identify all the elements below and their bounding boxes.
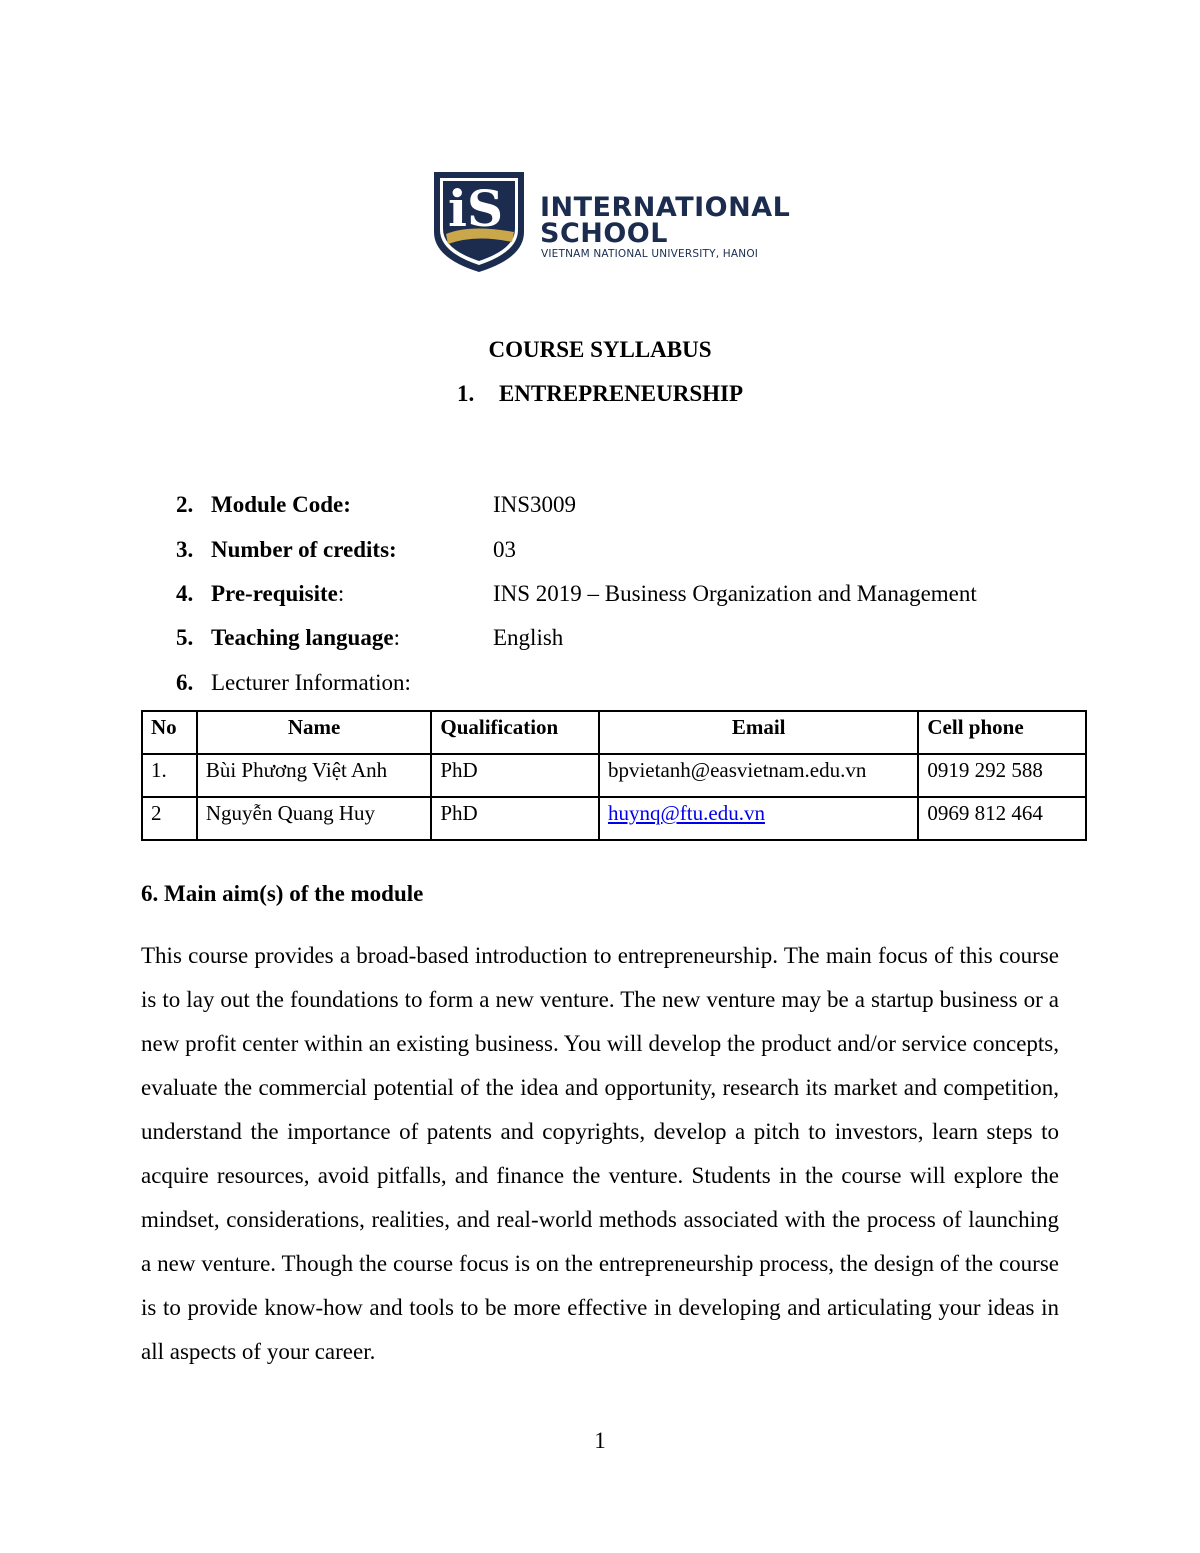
- section-body: This course provides a broad-based introduction to entrepreneurship. The main focus of this course is to lay out the foundations to form a new venture. The new venture may be a startup business or a new profit center within an existing business. You will develop the product and/or service concepts, evaluate the commercial potential of the idea and opportunity, research its market and competition, understand the importance of patents and copyrights, develop a pitch to investors, learn steps to acquire resources, avoid pitfalls, and finance the venture. Students in the course will explore the mindset, considerations, realities, and real-world methods associated with the process of launching a new venture. Though the course focus is on the entrepreneurship process, the design of the course is to provide know-how and tools to be more effective in developing and articulating your ideas in all aspects of your career.: [141, 943, 1059, 1364]
- document-title: COURSE SYLLABUS: [488, 337, 712, 362]
- table-row: [142, 754, 1086, 797]
- email-link[interactable]: huynq@ftu.edu.vn: [607, 801, 765, 825]
- cell-email: [599, 797, 918, 840]
- info-number: 4.: [176, 581, 194, 606]
- course-number: 1.: [456, 381, 475, 406]
- info-number: 3.: [176, 537, 194, 562]
- cell-qualification: PhD: [431, 797, 599, 840]
- info-label: Number of credits:: [211, 537, 397, 562]
- cell-name: Bùi Phương Việt Anh: [197, 754, 432, 797]
- lecturer-table: [141, 710, 1087, 841]
- cell-phone: 0969 812 464: [918, 797, 1086, 840]
- course-name: ENTREPRENEURSHIP: [498, 381, 744, 406]
- info-value: INS 2019 – Business Organization and Management: [493, 581, 977, 606]
- header-email: Email: [599, 711, 918, 754]
- info-value: English: [493, 625, 564, 650]
- shield-emblem-icon: [430, 168, 530, 276]
- cell-no: 1.: [142, 754, 197, 797]
- cell-email: bpvietanh@easvietnam.edu.vn: [599, 754, 918, 797]
- cell-phone: 0919 292 588: [918, 754, 1086, 797]
- svg-text:iS: iS: [448, 179, 504, 238]
- header-cell-phone: Cell phone: [918, 711, 1086, 754]
- info-number: 6.: [176, 670, 194, 695]
- cell-qualification: PhD: [431, 754, 599, 797]
- school-logo: [430, 168, 791, 276]
- cell-no: 2: [142, 797, 197, 840]
- table-row: [142, 797, 1086, 840]
- info-value: INS3009: [493, 492, 577, 517]
- info-number: 2.: [176, 492, 194, 517]
- header-qualification: Qualification: [431, 711, 599, 754]
- header-no: No: [142, 711, 197, 754]
- logo-text-university: VIETNAM NATIONAL UNIVERSITY, HANOI: [541, 248, 759, 260]
- logo-text-school: SCHOOL: [540, 218, 668, 249]
- logo-text-international: INTERNATIONAL: [540, 192, 791, 223]
- info-label: Lecturer Information:: [211, 670, 411, 695]
- header-name: Name: [197, 711, 432, 754]
- info-label: Teaching language:: [211, 625, 400, 650]
- info-label: Module Code:: [211, 492, 351, 517]
- section-heading: 6. Main aim(s) of the module: [141, 881, 424, 906]
- table-header-row: [142, 711, 1086, 754]
- cell-name: Nguyễn Quang Huy: [197, 797, 432, 840]
- info-label: Pre-requisite:: [211, 581, 345, 606]
- course-title: [0, 381, 1200, 407]
- info-number: 5.: [176, 625, 194, 650]
- page-number: 1: [594, 1428, 606, 1453]
- info-value: 03: [493, 537, 516, 562]
